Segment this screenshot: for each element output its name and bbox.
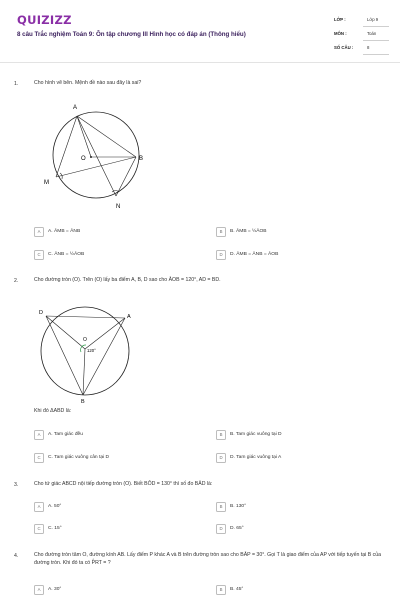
option-text: B. 45° (230, 587, 244, 592)
option-text: D. Tam giác vuông tại A (230, 455, 282, 460)
meta-label: SỐ CÂU : (334, 45, 354, 50)
point-label-o: O (81, 156, 86, 162)
point-label-n: N (116, 204, 121, 210)
option-letter-badge: A (34, 585, 44, 595)
question-1-figure (36, 93, 156, 213)
option-text: C. 15° (48, 526, 62, 531)
point-label-b: B (139, 156, 144, 162)
point-label-m: M (44, 180, 49, 186)
option-letter-badge: B (216, 585, 226, 595)
meta-row-subject (331, 28, 391, 42)
answer-option[interactable] (34, 429, 179, 440)
option-letter-badge: D (216, 453, 226, 463)
option-letter-badge: A (34, 227, 44, 237)
option-text: A. Tam giác đều (48, 432, 83, 437)
question-text: Cho đường tròn tâm O, đường kính AB. Lấy điểm P khác A và B trên đường tròn sao cho BÂP = 30°. Gọi T là giao điểm của AP với tiếp tuyến tại B của đường tròn. Khi đó ta có P̂RT = ? (34, 552, 382, 566)
option-text: B. Tam giác vuông tại D (230, 432, 282, 437)
question-2-figure (30, 302, 140, 407)
option-text: B. ÂMB = ½ÂOB (230, 229, 267, 234)
meta-underline (363, 40, 389, 41)
option-letter-badge: D (216, 250, 226, 260)
answer-option[interactable] (216, 429, 361, 440)
answer-option[interactable] (216, 523, 361, 534)
question-text: Cho đường tròn (O). Trên (O) lấy ba điểm A, B, D sao cho ÂOB = 120°, AD = BD. (34, 277, 221, 283)
option-letter-badge: C (34, 524, 44, 534)
option-text: A. ÂMB = ÂNB (48, 229, 81, 234)
meta-underline (363, 26, 389, 27)
answer-option[interactable] (216, 249, 361, 260)
option-letter-badge: B (216, 430, 226, 440)
option-letter-badge: B (216, 227, 226, 237)
meta-label: LỚP : (334, 17, 346, 22)
point-label-o: O (83, 337, 87, 343)
question-text: Cho hình vẽ bên. Mệnh đề nào sau đây là sai? (34, 80, 142, 86)
option-letter-badge: B (216, 502, 226, 512)
answer-option[interactable] (34, 501, 179, 512)
answer-option[interactable] (34, 226, 179, 237)
point-label-a: A (127, 314, 131, 320)
meta-underline (363, 54, 389, 55)
answer-option[interactable] (34, 584, 179, 595)
worksheet-header (0, 0, 400, 62)
header-divider (0, 62, 400, 63)
option-letter-badge: A (34, 430, 44, 440)
option-letter-badge: C (34, 250, 44, 260)
answer-option[interactable] (34, 249, 179, 260)
option-text: B. 130° (230, 504, 247, 509)
question-number: 2. (14, 278, 19, 284)
option-letter-badge: D (216, 524, 226, 534)
answer-option[interactable] (216, 452, 361, 463)
option-text: A. 30° (48, 587, 62, 592)
worksheet-title: 8 câu Trắc nghiệm Toán 9: Ôn tập chương III Hình học có đáp án (Thông hiểu) (17, 31, 246, 38)
option-text: D. 65° (230, 526, 244, 531)
answer-option[interactable] (34, 452, 179, 463)
answer-option[interactable] (216, 584, 361, 595)
meta-value: 8 (367, 45, 370, 50)
point-label-d: D (39, 310, 43, 316)
question-subtext: Khi đó ΔABD là: (34, 408, 72, 414)
option-text: D. ÂMB = ÂNB = ÂOB (230, 252, 279, 257)
angle-label: 120° (87, 348, 96, 353)
answer-option[interactable] (216, 501, 361, 512)
meta-label: MÔN : (334, 31, 347, 36)
option-text: A. 50° (48, 504, 62, 509)
option-letter-badge: A (34, 502, 44, 512)
quizizz-logo: QUIZIZZ (17, 13, 72, 27)
option-text: C. ÂNB = ½ÂOB (48, 252, 85, 257)
option-text: C. Tam giác vuông cân tại D (48, 455, 110, 460)
question-number: 1. (14, 81, 19, 87)
question-text: Cho tứ giác ABCD nội tiếp đường tròn (O). Biết BÔD = 130° thì số đo BÂD là: (34, 481, 213, 487)
meta-row-count (331, 42, 391, 56)
meta-row-grade (331, 14, 391, 28)
answer-option[interactable] (34, 523, 179, 534)
question-number: 3. (14, 482, 19, 488)
meta-value: Toán (367, 31, 377, 36)
meta-value: Lớp 9 (367, 17, 379, 22)
option-letter-badge: C (34, 453, 44, 463)
point-label-b: B (81, 399, 85, 405)
worksheet-meta (331, 14, 391, 56)
answer-option[interactable] (216, 226, 361, 237)
question-number: 4. (14, 553, 19, 559)
point-label-a: A (73, 105, 78, 111)
